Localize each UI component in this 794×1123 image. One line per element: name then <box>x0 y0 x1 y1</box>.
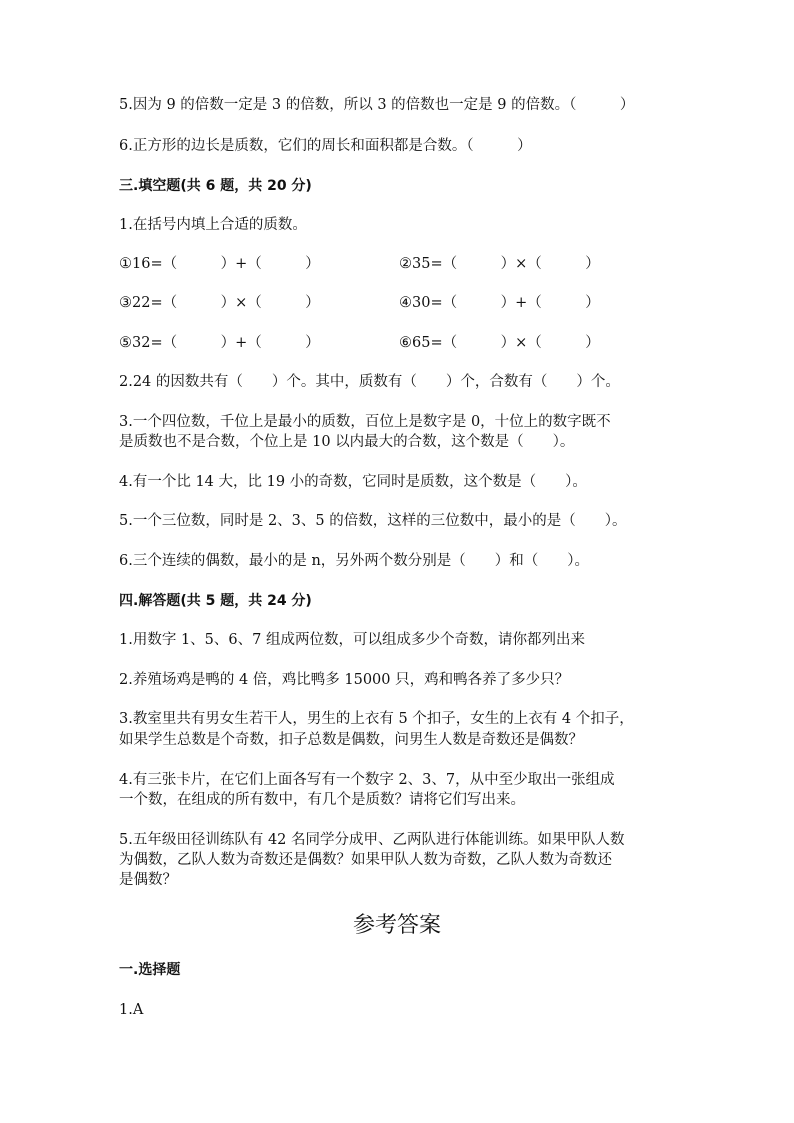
question-3-5: 5.一个三位数，同时是 2、3、5 的倍数，这样的三位数中，最小的是（ ）。 <box>119 513 627 529</box>
fill-item-6: ⑥65=（ ）×（ ） <box>399 335 600 351</box>
fill-item-5: ⑤32=（ ）+（ ） <box>119 335 320 351</box>
question-3-3-line2: 是质数也不是合数，个位上是 10 以内最大的合数，这个数是（ ）。 <box>119 434 575 450</box>
question-4-2: 2.养殖场鸡是鸭的 4 倍，鸡比鸭多 15000 只，鸡和鸭各养了多少只？ <box>119 672 570 688</box>
section-heading-fill-in: 三.填空题(共 6 题，共 20 分) <box>119 178 312 194</box>
question-4-4-line1: 4.有三张卡片，在它们上面各写有一个数字 2、3、7，从中至少取出一张组成 <box>119 772 615 788</box>
fill-item-4: ④30=（ ）+（ ） <box>399 295 600 311</box>
question-4-4-line2: 一个数，在组成的所有数中，有几个是质数？请将它们写出来。 <box>119 792 525 808</box>
question-4-5-line3: 是偶数？ <box>119 872 177 888</box>
answer-key-title: 参考答案 <box>352 913 441 938</box>
fill-item-2: ②35=（ ）×（ ） <box>399 256 600 272</box>
question-4-5-line1: 5.五年级田径训练队有 42 名同学分成甲、乙两队进行体能训练。如果甲队人数 <box>119 832 625 848</box>
question-4-1: 1.用数字 1、5、6、7 组成两位数，可以组成多少个奇数，请你都列出来 <box>119 632 585 648</box>
question-3-6: 6.三个连续的偶数，最小的是 n，另外两个数分别是（ ）和（ ）。 <box>119 553 590 569</box>
fill-item-3: ③22=（ ）×（ ） <box>119 295 320 311</box>
question-3-2: 2.24 的因数共有（ ）个。其中，质数有（ ）个，合数有（ ）个。 <box>119 374 620 390</box>
section-heading-solve: 四.解答题(共 5 题，共 24 分) <box>119 593 312 609</box>
question-4-3-line2: 如果学生总数是个奇数，扣子总数是偶数，问男生人数是奇数还是偶数？ <box>119 732 583 748</box>
answer-1: 1.A <box>119 1002 144 1018</box>
question-2-5: 5.因为 9 的倍数一定是 3 的倍数，所以 3 的倍数也一定是 9 的倍数。（ ） <box>119 97 635 113</box>
question-2-6: 6.正方形的边长是质数，它们的周长和面积都是合数。（ ） <box>119 138 532 154</box>
answer-section-heading-choice: 一.选择题 <box>119 962 181 978</box>
question-3-3-line1: 3.一个四位数，千位上是最小的质数，百位上是数字是 0，十位上的数字既不 <box>119 414 611 430</box>
question-3-4: 4.有一个比 14 大，比 19 小的奇数，它同时是质数，这个数是（ ）。 <box>119 474 587 490</box>
fill-item-1: ①16=（ ）+（ ） <box>119 256 320 272</box>
question-3-1: 1.在括号内填上合适的质数。 <box>119 217 307 233</box>
question-4-3-line1: 3.教室里共有男女生若干人，男生的上衣有 5 个扣子，女生的上衣有 4 个扣子， <box>119 711 634 727</box>
question-4-5-line2: 为偶数，乙队人数为奇数还是偶数？如果甲队人数为奇数，乙队人数为奇数还 <box>119 852 612 868</box>
